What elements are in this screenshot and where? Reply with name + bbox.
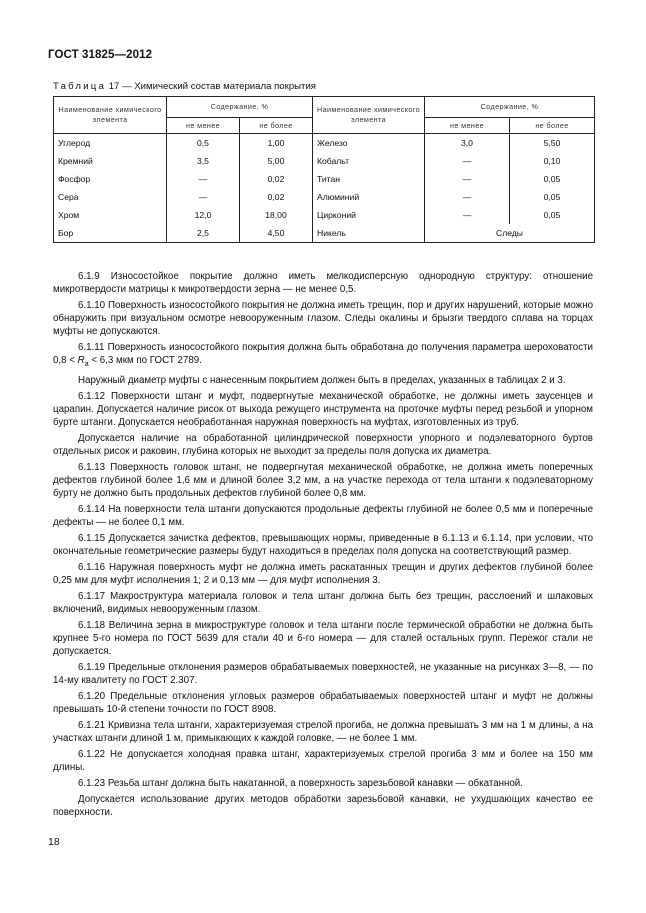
cell-max: 1,00 xyxy=(240,134,313,153)
cell-element-name: Титан xyxy=(313,170,425,188)
paragraph-allowed-marks: Допускается наличие на обработанной цилиндрической поверхности упорного и подэлеваторного буртов отдельных рисок и раковин, глубина которых не выходит за пределы поля допуска их диаметра. xyxy=(53,432,593,457)
header-element-name-left: Наименование химического элемента xyxy=(54,97,167,134)
cell-min: 2,5 xyxy=(167,224,240,243)
header-max-left: не более xyxy=(240,117,313,133)
cell-min: — xyxy=(425,188,510,206)
cell-element-name: Кобальт xyxy=(313,152,425,170)
document-header: ГОСТ 31825—2012 xyxy=(48,49,153,61)
cell-min: — xyxy=(167,170,240,188)
cell-element-name: Фосфор xyxy=(54,170,167,188)
paragraph-6-1-19: 6.1.19 Предельные отклонения размеров обрабатываемых поверхностей, не указанные на рисунках 3—8, — по 14-му квалитету по ГОСТ 2.307. xyxy=(53,661,593,686)
paragraph-6-1-15: 6.1.15 Допускается зачистка дефектов, превышающих нормы, приведенные в 6.1.13 и 6.1.14, при условии, что окончательные геометрические размеры будут находиться в пределах поля допуска на соответствующий размер. xyxy=(53,532,593,557)
header-content-right: Содержание, % xyxy=(425,97,595,118)
cell-element-name: Углерод xyxy=(54,134,167,153)
table-row xyxy=(54,134,595,153)
paragraph-6-1-23: 6.1.23 Резьба штанг должна быть накатанной, а поверхность зарезьбовой канавки — обкатанной. xyxy=(78,777,523,789)
paragraph-6-1-13: 6.1.13 Поверхность головок штанг, не подвергнутая механической обработке, не должна иметь поперечных дефектов глубиной более 1,6 мм и длиной более 3,2 мм, а на участке перехода от тела штанги к подэлеваторному бурту не должно быть продольных дефектов глубиной более 0,8 мм. xyxy=(53,461,593,499)
paragraph-6-1-17: 6.1.17 Макроструктура материала головок и тела штанг должна быть без трещин, расслоений и шлаковых включений, видимых невооруженным глазом. xyxy=(53,590,593,615)
cell-max: 5,50 xyxy=(510,134,595,153)
cell-max: 0,10 xyxy=(510,152,595,170)
paragraph-6-1-12: 6.1.12 Поверхности штанг и муфт, подвергнутые механической обработке, не должны иметь заусенцев и царапин. Допускается наличие рисок от выхода режущего инструмента на проточке муфты перед резьбой и упорном бурте штанги. Допускается необработанная наружная поверхность на муфтах, изготовленных из труб. xyxy=(53,390,593,428)
roughness-subscript: a xyxy=(84,360,89,368)
cell-min: 3,0 xyxy=(425,134,510,153)
paragraph-6-1-9: 6.1.9 Износостойкое покрытие должно иметь мелкодисперсную однородную структуру: отношение микротвердости матрицы к микротвердости зерна — не менее 0,5. xyxy=(53,271,593,295)
cell-min: 0,5 xyxy=(167,134,240,153)
cell-element-name: Цирконий xyxy=(313,206,425,224)
cell-max: 0,05 xyxy=(510,170,595,188)
cell-min: 3,5 xyxy=(167,152,240,170)
page-number: 18 xyxy=(48,836,60,848)
table-caption xyxy=(53,81,316,92)
chemical-composition-table xyxy=(53,96,595,243)
cell-max: 0,05 xyxy=(510,188,595,206)
table-row xyxy=(54,152,595,170)
paragraph-outer-diameter: Наружный диаметр муфты с нанесенным покрытием должен быть в пределах, указанных в таблицах 2 и 3. xyxy=(78,374,566,386)
cell-element-name: Хром xyxy=(54,206,167,224)
paragraph-6-1-11-end: < 6,3 мкм по ГОСТ 2789. xyxy=(88,354,202,366)
cell-max: 4,50 xyxy=(240,224,313,243)
cell-min: — xyxy=(425,152,510,170)
paragraph-6-1-16: 6.1.16 Наружная поверхность муфт не должна иметь раскатанных трещин и других дефектов глубиной более 0,25 мм для муфт исполнения 1; 2 и 0,13 мм — для муфт исполнения 3. xyxy=(53,561,593,586)
cell-min: — xyxy=(425,170,510,188)
table-row xyxy=(54,206,595,224)
paragraph-other-methods: Допускается использование других методов обработки зарезьбовой канавки, не ухудшающих качество ее поверхности. xyxy=(53,793,593,818)
paragraph-6-1-11 xyxy=(53,342,593,372)
paragraph-6-1-18: 6.1.18 Величина зерна в микроструктуре головок и тела штанги после термической обработки не должна быть крупнее 5-го номера по ГОСТ 5639 для стали 40 и 6-го номера — для сталей остальных групп. Пережог стали не допускается. xyxy=(53,619,593,657)
cell-max: 18,00 xyxy=(240,206,313,224)
cell-traces: Следы xyxy=(425,224,595,243)
cell-element-name: Сера xyxy=(54,188,167,206)
body-text xyxy=(53,271,593,823)
header-element-name-right: Наименование химического элемента xyxy=(313,97,425,134)
paragraph-6-1-10: 6.1.10 Поверхность износостойкого покрытия не должна иметь трещин, пор и других нарушений, которые можно обнаружить при визуальном осмотре невооруженным глазом. Следы окалины и брызги твердого сплава на торцах муфты не допускаются. xyxy=(53,300,593,337)
cell-element-name: Бор xyxy=(54,224,167,243)
cell-max: 5,00 xyxy=(240,152,313,170)
cell-min: 12,0 xyxy=(167,206,240,224)
cell-max: 0,02 xyxy=(240,170,313,188)
table-row xyxy=(54,170,595,188)
header-content-left: Содержание, % xyxy=(167,97,313,118)
table-row xyxy=(54,224,595,243)
table-row xyxy=(54,188,595,206)
cell-element-name: Алюминий xyxy=(313,188,425,206)
table-caption-word: Таблица xyxy=(53,81,107,92)
roughness-symbol: R xyxy=(77,354,85,366)
table-caption-text: 17 — Химический состав материала покрытия xyxy=(108,81,317,92)
header-min-left: не менее xyxy=(167,117,240,133)
cell-max: 0,02 xyxy=(240,188,313,206)
cell-min: — xyxy=(167,188,240,206)
cell-max: 0,05 xyxy=(510,206,595,224)
cell-element-name: Кремний xyxy=(54,152,167,170)
cell-element-name: Никель xyxy=(313,224,425,243)
cell-element-name: Железо xyxy=(313,134,425,153)
header-min-right: не менее xyxy=(425,117,510,133)
paragraph-6-1-11-start: 6.1.11 Поверхность износостойкого покрытия должна быть обработана до получения параметра шероховатости 0,8 < xyxy=(53,341,593,366)
paragraph-6-1-22: 6.1.22 Не допускается холодная правка штанг, характеризуемых стрелой прогиба 3 мм и более на 150 мм длины. xyxy=(53,748,593,773)
header-max-right: не более xyxy=(510,117,595,133)
paragraph-6-1-21: 6.1.21 Кривизна тела штанги, характеризуемая стрелой прогиба, не должна превышать 3 мм на 1 м длины, а на участках штанги длиной 1 м, примыкающих к каждой головке, — не более 1 мм. xyxy=(53,719,593,744)
paragraph-6-1-14: 6.1.14 На поверхности тела штанги допускаются продольные дефекты глубиной не более 0,5 мм и поперечные дефекты — не более 0,1 мм. xyxy=(53,503,593,528)
paragraph-6-1-20: 6.1.20 Предельные отклонения угловых размеров обрабатываемых поверхностей штанг и муфт не должны превышать 10-й степени точности по ГОСТ 8908. xyxy=(53,690,593,715)
cell-min: — xyxy=(425,206,510,224)
